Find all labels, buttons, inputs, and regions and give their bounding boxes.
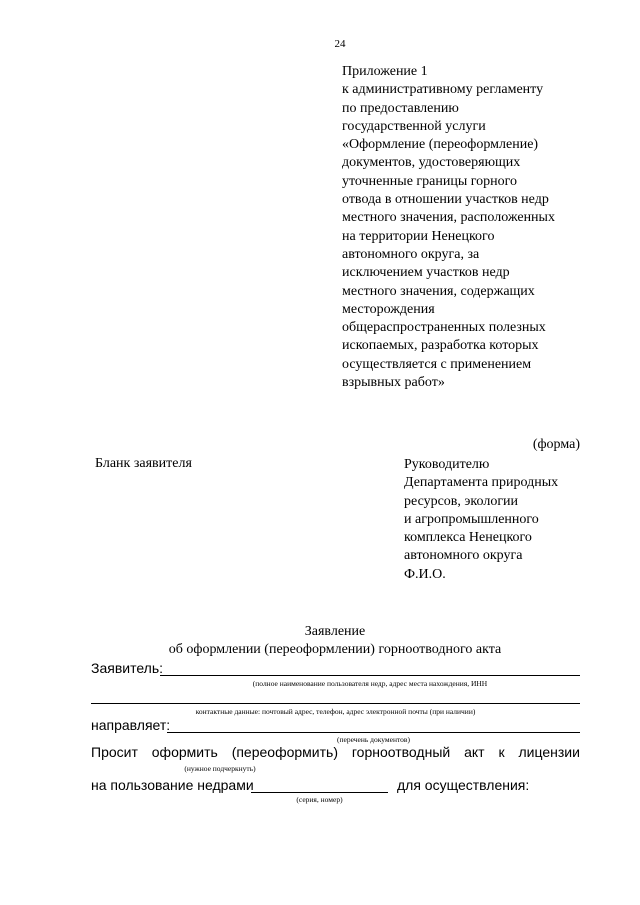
appendix-line: исключением участков недр	[342, 265, 510, 281]
contacts-field[interactable]	[91, 703, 580, 704]
request-line	[91, 744, 580, 760]
contacts-hint: контактные данные: почтовый адрес, телефон, адрес электронной почты (при наличии)	[195, 707, 476, 716]
appendix-line: взрывных работ»	[342, 375, 445, 391]
license-label: на пользование недрами	[91, 777, 254, 793]
sends-label: направляет:	[91, 717, 171, 733]
appendix-line: уточненные границы горного	[342, 173, 518, 189]
addressee-line: ресурсов, экологии	[404, 493, 519, 509]
request-word: оформить	[151, 744, 218, 760]
addressee-line: комплекса Ненецкого	[404, 530, 532, 546]
request-word: акт	[464, 744, 485, 760]
appendix-line: отвода в отношении участков недр	[342, 192, 549, 208]
document-title: Заявление	[304, 624, 366, 639]
underline-hint: (нужное подчеркнуть)	[184, 764, 256, 773]
request-word: лицензии	[518, 744, 580, 760]
addressee-line: Департамента природных	[404, 475, 559, 491]
page-number: 24	[334, 38, 346, 50]
appendix-line: общераспространенных полезных	[342, 320, 546, 336]
appendix-line: по предоставлению	[342, 100, 459, 116]
addressee-block	[404, 456, 558, 584]
request-word: (переоформить)	[231, 744, 338, 760]
appendix-header	[342, 63, 555, 392]
request-word: к	[498, 744, 505, 760]
applicant-field[interactable]	[160, 675, 580, 676]
appendix-line: «Оформление (переоформление)	[342, 137, 539, 153]
addressee-line: Ф.И.О.	[404, 566, 446, 582]
request-word: горноотводный	[351, 744, 451, 760]
addressee-line: и агропромышленного	[404, 511, 539, 527]
document-subtitle: об оформлении (переоформлении) горноотводного акта	[168, 642, 502, 657]
applicant-label: Заявитель:	[91, 660, 164, 676]
documents-field[interactable]	[167, 732, 580, 733]
appendix-line: местного значения, содержащих	[342, 283, 535, 299]
request-word: Просит	[91, 744, 138, 760]
appendix-line: местного значения, расположенных	[342, 210, 555, 226]
series-hint: (серия, номер)	[296, 795, 343, 804]
appendix-line: осуществляется с применением	[342, 356, 532, 372]
addressee-line: Руководителю	[404, 457, 490, 472]
appendix-line: автономного округа, за	[342, 246, 480, 262]
appendix-line: месторождения	[342, 301, 435, 317]
addressee-line: автономного округа	[404, 548, 523, 564]
appendix-line: государственной услуги	[342, 118, 486, 134]
purpose-label: для осуществления:	[397, 777, 530, 793]
applicant-hint: (полное наименование пользователя недр, адрес места нахождения, ИНН	[252, 679, 488, 688]
appendix-line: на территории Ненецкого	[342, 228, 495, 244]
appendix-line: документов, удостоверяющих	[342, 155, 521, 171]
license-number-field[interactable]	[251, 792, 388, 793]
applicant-letterhead-label: Бланк заявителя	[95, 456, 192, 471]
appendix-line: ископаемых, разработка которых	[342, 338, 539, 354]
appendix-line: к административному регламенту	[342, 82, 544, 98]
appendix-line: Приложение 1	[342, 64, 428, 79]
form-note: (форма)	[532, 437, 580, 452]
documents-hint: (перечень документов)	[337, 735, 410, 744]
